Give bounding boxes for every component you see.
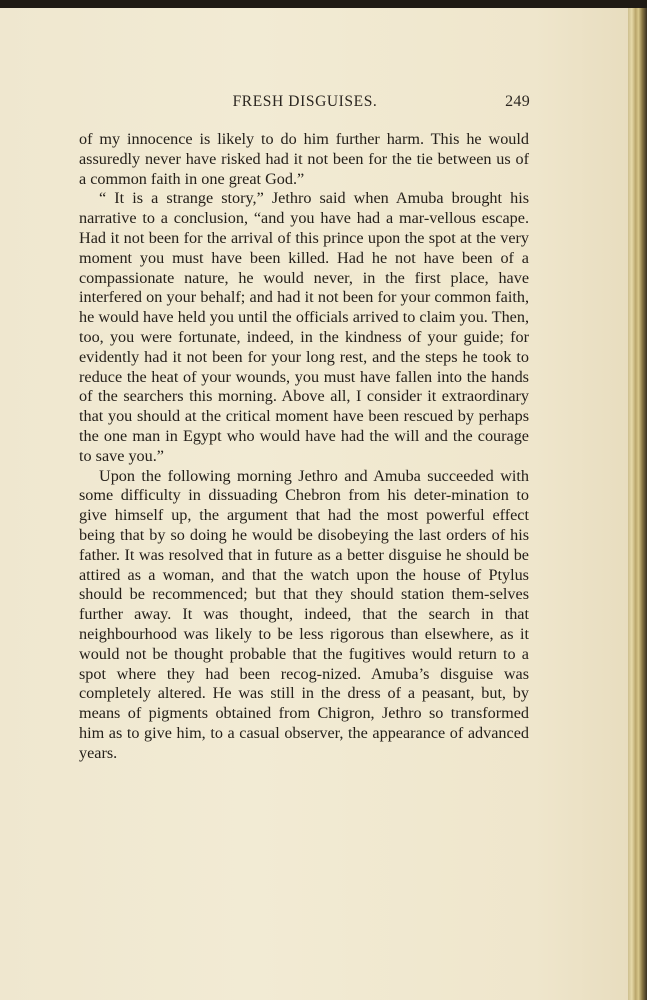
scan-top-border: [0, 0, 647, 8]
paragraph-following-morning: Upon the following morning Jethro and Amuba succeeded with some difficulty in dissuading Chebron from his deter-mination to give himself up, the argument that had the most powerful effect being that by so doing he would be disobeying the last orders of his father. It was resolved that in future as a better disguise he should be attired as a woman, and that the watch upon the house of Ptylus should be recommenced; but that they should station them-selves further away. It was thought, indeed, that the search in that neighbourhood was likely to be less rigorous than elsewhere, as it would not be thought probable that the fugitives would return to a spot where they had been recog-nized. Amuba’s disguise was completely altered. He was still in the dress of a peasant, but, by means of pigments obtained from Chigron, Jethro so transformed him as to give him, to a casual observer, the appearance of advanced years.: [79, 466, 529, 762]
running-header: [80, 93, 530, 115]
paragraph-jethro-speech: “ It is a strange story,” Jethro said when Amuba brought his narrative to a conclusion, “and you have had a mar-vellous escape. Had it not been for the arrival of this prince upon the spot at the very moment you must have been killed. Had he not have been of a compassionate nature, he would never, in the first place, have interfered on your behalf; and had it not been for your common faith, he would have held you until the officials arrived to claim you. Then, too, you were fortunate, indeed, in the kindness of your guide; for evidently had it not been for your long rest, and the steps he took to reduce the heat of your wounds, you must have fallen into the hands of the searchers this morning. Above all, I consider it extraordinary that you should at the critical moment have been rescued by perhaps the one man in Egypt who would have had the will and the courage to save you.”: [79, 189, 529, 465]
page-number: 249: [505, 93, 530, 110]
chapter-running-title: FRESH DISGUISES.: [232, 93, 378, 110]
page-gutter-edge: [628, 8, 647, 1000]
paragraph-continuation: of my innocence is likely to do him further harm. This he would assuredly never have risked had it not been for the tie between us of a common faith in one great God.”: [79, 130, 529, 188]
body-text: [79, 130, 529, 764]
